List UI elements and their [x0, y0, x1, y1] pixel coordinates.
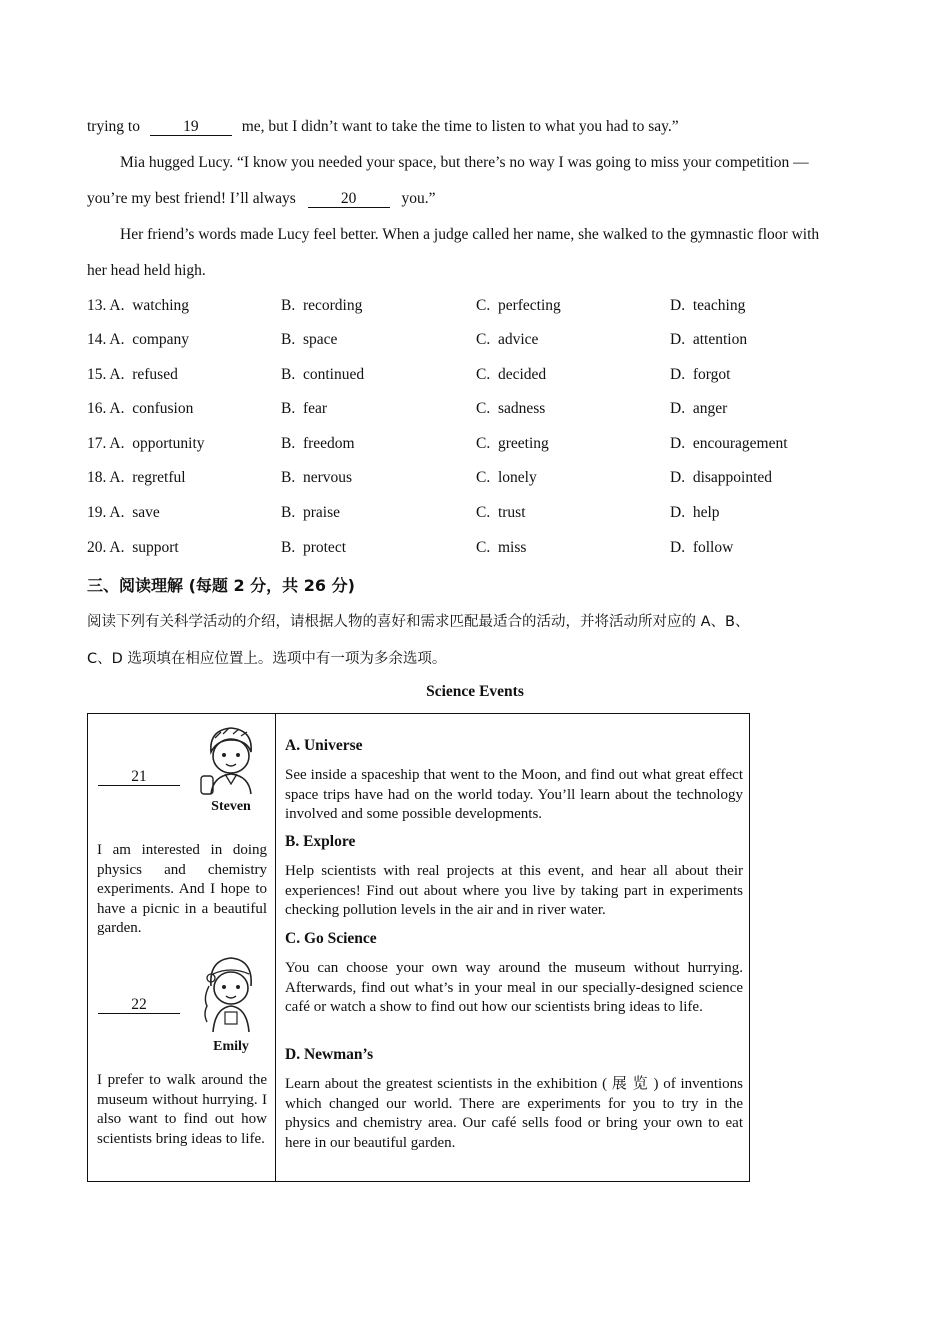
question-number: 14. A. — [87, 331, 125, 348]
option-d — [670, 469, 772, 487]
option-a-text: watching — [132, 297, 190, 314]
passage-line-3 — [87, 190, 436, 208]
option-b-text: protect — [302, 539, 347, 556]
option-d-text: attention — [692, 331, 748, 348]
option-b-label: B. — [281, 539, 296, 556]
option-c-label: C. — [476, 331, 491, 348]
option-b — [281, 539, 346, 557]
option-c-text: advice — [497, 331, 539, 348]
option-c — [476, 469, 537, 487]
question-number: 17. A. — [87, 435, 125, 452]
option-b-text: fear — [302, 400, 328, 417]
option-d-label: D. — [670, 469, 686, 486]
steven-text: I am interested in doing physics and chemistry experiments. And I hope to have a picnic in a beautiful garden. — [97, 842, 267, 936]
option-a-text: save — [132, 504, 160, 521]
option-b-label: B. — [281, 366, 296, 383]
option-c — [476, 539, 526, 557]
question-number: 20. A. — [87, 539, 125, 556]
option-d — [670, 366, 730, 384]
option-c — [476, 400, 545, 418]
blank-20: 20 — [308, 190, 390, 208]
event-b-text: Help scientists with real projects at this event, and hear all about their experiences! Find out about where you live by taking part in experiments checking pollution levels in the air and in river water. — [285, 863, 743, 918]
events-table — [87, 713, 750, 1182]
passage-line-1-pre: trying to — [87, 118, 140, 135]
option-d-text: teaching — [692, 297, 746, 314]
option-c-text: sadness — [497, 400, 546, 417]
option-a — [87, 297, 189, 315]
option-d — [670, 400, 727, 418]
option-a-text: confusion — [132, 400, 194, 417]
event-c-title: C. Go Science — [285, 930, 377, 947]
option-b — [281, 400, 327, 418]
question-row-16 — [87, 400, 867, 422]
question-row-18 — [87, 469, 867, 491]
option-d-label: D. — [670, 297, 686, 314]
question-row-13 — [87, 297, 867, 319]
question-row-14 — [87, 331, 867, 353]
option-d — [670, 331, 747, 349]
option-a-text: company — [132, 331, 190, 348]
option-c-text: perfecting — [497, 297, 561, 314]
option-a — [87, 504, 160, 522]
question-number: 13. A. — [87, 297, 125, 314]
option-c-text: greeting — [497, 435, 549, 452]
option-b-label: B. — [281, 400, 296, 417]
emily-avatar — [195, 950, 267, 1054]
option-d-text: follow — [692, 539, 734, 556]
option-c-label: C. — [476, 435, 491, 452]
option-a — [87, 469, 186, 487]
option-d-label: D. — [670, 539, 686, 556]
blank-22: 22 — [98, 996, 180, 1014]
option-d-text: anger — [692, 400, 728, 417]
option-b-text: continued — [302, 366, 365, 383]
option-b-text: praise — [302, 504, 340, 521]
option-b — [281, 435, 355, 453]
option-a-text: support — [132, 539, 179, 556]
passage-line-1 — [87, 118, 679, 136]
option-a — [87, 435, 205, 453]
option-c-label: C. — [476, 400, 491, 417]
option-d-text: forgot — [692, 366, 731, 383]
option-b-label: B. — [281, 435, 296, 452]
section-title: 三、阅读理解 (每题 2 分，共 26 分) — [87, 576, 355, 595]
option-c — [476, 435, 549, 453]
option-c — [476, 297, 561, 315]
option-c-label: C. — [476, 504, 491, 521]
option-a-text: regretful — [132, 469, 186, 486]
question-number: 16. A. — [87, 400, 125, 417]
question-row-19 — [87, 504, 867, 526]
option-d-text: disappointed — [692, 469, 773, 486]
option-b — [281, 297, 362, 315]
option-b-label: B. — [281, 504, 296, 521]
option-c — [476, 504, 526, 522]
option-a — [87, 331, 189, 349]
option-b-text: recording — [302, 297, 363, 314]
option-b-text: nervous — [302, 469, 353, 486]
option-b-text: space — [302, 331, 338, 348]
option-a — [87, 366, 178, 384]
option-a — [87, 539, 179, 557]
question-row-17 — [87, 435, 867, 457]
passage-line-3-post: you.” — [401, 190, 436, 207]
passage-line-5: her head held high. — [87, 262, 206, 279]
event-d-title: D. Newman’s — [285, 1046, 374, 1063]
option-b-label: B. — [281, 469, 296, 486]
emily-name-label: Emily — [213, 1039, 249, 1054]
steven-avatar — [195, 722, 267, 814]
option-d — [670, 504, 720, 522]
passage-line-1-post: me, but I didn’t want to take the time to listen to what you had to say.” — [241, 118, 679, 135]
option-b — [281, 469, 352, 487]
question-number: 15. A. — [87, 366, 125, 383]
question-row-15 — [87, 366, 867, 388]
event-b-title: B. Explore — [285, 833, 356, 850]
instruction-line-2: C、D 选项填在相应位置上。选项中有一项为多余选项。 — [87, 651, 447, 667]
option-d-label: D. — [670, 331, 686, 348]
passage-line-2: Mia hugged Lucy. “I know you needed your space, but there’s no way I was going to miss your competition — — [120, 154, 809, 171]
question-number: 18. A. — [87, 469, 125, 486]
option-b-label: B. — [281, 331, 296, 348]
option-d-label: D. — [670, 366, 686, 383]
option-c-label: C. — [476, 366, 491, 383]
question-number: 19. A. — [87, 504, 125, 521]
question-row-20 — [87, 539, 867, 561]
option-b-label: B. — [281, 297, 296, 314]
option-c-label: C. — [476, 539, 491, 556]
option-a-text: refused — [132, 366, 178, 383]
emily-text: I prefer to walk around the museum without hurrying. I also want to find out how scientists bring ideas to life. — [97, 1072, 267, 1147]
option-b — [281, 504, 340, 522]
blank-19: 19 — [150, 118, 232, 136]
option-d-text: encouragement — [692, 435, 788, 452]
passage-line-4: Her friend’s words made Lucy feel better. When a judge called her name, she walked to the gymnastic floor with — [120, 226, 820, 243]
column-divider — [275, 714, 276, 1181]
option-c — [476, 331, 538, 349]
event-d-text: Learn about the greatest scientists in the exhibition ( 展 览 ) of inventions which changed our world. There are experiments for you to try in the physics and chemistry area. Our café sells food or bring your own to eat here in our beautiful garden. — [285, 1076, 743, 1151]
option-c-text: trust — [497, 504, 526, 521]
option-d-label: D. — [670, 504, 686, 521]
option-b-text: freedom — [302, 435, 355, 452]
blank-21: 21 — [98, 768, 180, 786]
option-c-text: lonely — [497, 469, 537, 486]
option-b — [281, 331, 337, 349]
instruction-line-1: 阅读下列有关科学活动的介绍，请根据人物的喜好和需求匹配最适合的活动，并将活动所对应的 A、B、 — [87, 614, 750, 630]
option-b — [281, 366, 364, 384]
option-d — [670, 435, 788, 453]
option-d-label: D. — [670, 435, 686, 452]
table-title: Science Events — [426, 683, 524, 700]
option-a-text: opportunity — [132, 435, 205, 452]
option-d — [670, 297, 745, 315]
passage-line-3-pre: you’re my best friend! I’ll always — [87, 190, 296, 207]
steven-name-label: Steven — [211, 799, 251, 814]
option-c-label: C. — [476, 469, 491, 486]
option-d-label: D. — [670, 400, 686, 417]
event-a-title: A. Universe — [285, 737, 363, 754]
option-a — [87, 400, 193, 418]
option-c — [476, 366, 546, 384]
option-c-text: miss — [497, 539, 527, 556]
option-c-label: C. — [476, 297, 491, 314]
event-c-text: You can choose your own way around the museum without hurrying. Afterwards, find out what’s in your meal in our specially-designed science café or watch a show to find out how our scientists bring ideas to life. — [285, 960, 743, 1015]
option-d — [670, 539, 733, 557]
option-d-text: help — [692, 504, 720, 521]
event-a-text: See inside a spaceship that went to the Moon, and find out what great effect space trips have had on the world today. You’ll learn about the technology involved and some possible developments. — [285, 767, 743, 822]
option-c-text: decided — [497, 366, 547, 383]
